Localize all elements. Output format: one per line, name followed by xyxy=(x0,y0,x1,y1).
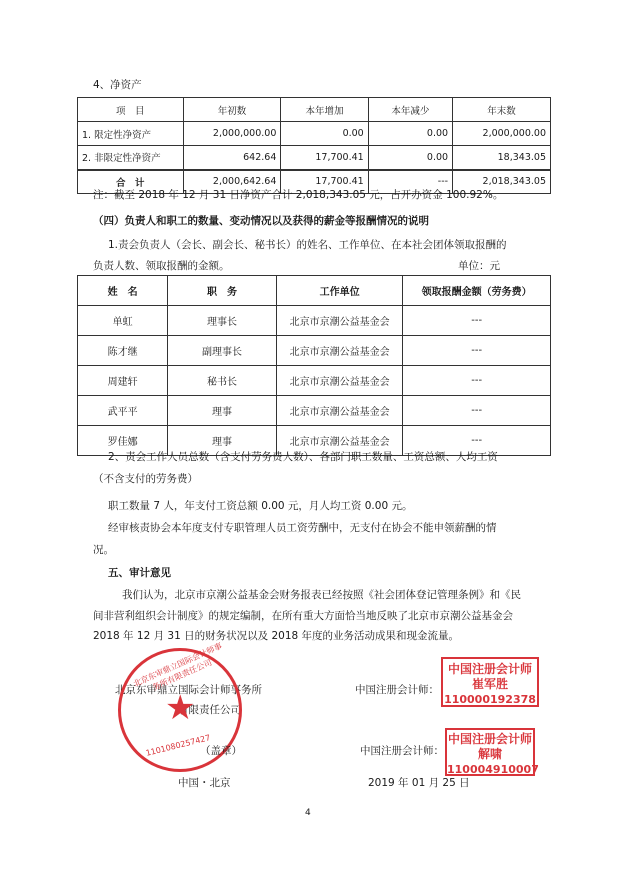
table-cell: --- xyxy=(403,306,551,336)
cpa-stamp xyxy=(441,657,539,707)
unit-label: 单位：元 xyxy=(458,260,500,272)
table-cell: 2. 非限定性净资产 xyxy=(78,146,184,170)
column-header: 工作单位 xyxy=(276,276,403,306)
table-row xyxy=(78,306,551,336)
column-header: 本年增加 xyxy=(281,98,368,122)
table-cell: 周建轩 xyxy=(78,366,168,396)
table-cell: 理事 xyxy=(168,426,277,456)
cpa-label: 中国注册会计师： xyxy=(360,745,444,757)
table-cell: 0.00 xyxy=(368,122,452,146)
table-cell: 北京市京潮公益基金会 xyxy=(276,426,403,456)
table-cell: 17,700.41 xyxy=(281,170,368,194)
seal-label: （盖章） xyxy=(200,745,242,757)
table-cell: 18,343.05 xyxy=(453,146,551,170)
column-header: 姓 名 xyxy=(78,276,168,306)
paragraph: 职工数量 7 人，年支付工资总额 0.00 元，月人均工资 0.00 元。 xyxy=(108,500,413,512)
net-assets-heading: 4、净资产 xyxy=(93,79,142,91)
paragraph: （不含支付的劳务费） xyxy=(93,473,198,485)
table-cell: --- xyxy=(403,426,551,456)
page-number: 4 xyxy=(305,808,311,818)
seal-number: 1101080257427 xyxy=(144,733,212,758)
table-cell: 陈才继 xyxy=(78,336,168,366)
net-assets-table xyxy=(77,97,551,194)
table-cell: 副理事长 xyxy=(168,336,277,366)
leaders-table xyxy=(77,275,551,456)
table-cell: --- xyxy=(368,170,452,194)
table-row xyxy=(78,366,551,396)
paragraph: 2、责会工作人员总数（含支付劳务费人数）、各部门职工数量、工资总额、人均工资 xyxy=(108,451,498,463)
stamp-title: 中国注册会计师 xyxy=(447,662,532,676)
cpa-stamp xyxy=(445,728,539,776)
table-cell: 2,000,642.64 xyxy=(183,170,281,194)
table-cell: 1. 限定性净资产 xyxy=(78,122,184,146)
column-header: 项 目 xyxy=(78,98,184,122)
table-cell: 理事 xyxy=(168,396,277,426)
table-cell: 0.00 xyxy=(368,146,452,170)
paragraph: 经审核责协会本年度支付专职管理人员工资劳酬中，无支付在协会不能申领薪酬的情 xyxy=(108,522,497,534)
paragraph: 间非营利组织会计制度》的规定编制，在所有重大方面恰当地反映了北京市京潮公益基金会 xyxy=(93,610,513,622)
place: 中国・北京 xyxy=(178,777,231,789)
paragraph: 我们认为，北京市京潮公益基金会财务报表已经按照《社会团体登记管理条例》和《民 xyxy=(122,589,521,601)
stamp-number: 110000192378 xyxy=(444,693,536,706)
table-cell: --- xyxy=(403,336,551,366)
table-row xyxy=(78,146,551,170)
seal-ring-text: 北京东审鼎立国际会计师事务所有限责任公司 xyxy=(132,641,224,693)
audit-heading: 五、审计意见 xyxy=(108,567,171,579)
table-row xyxy=(78,396,551,426)
column-header: 年末数 xyxy=(453,98,551,122)
stamp-number: 110004910007 xyxy=(447,763,539,776)
firm-name-line2: 有限责任公司 xyxy=(178,704,241,716)
table-cell: 2,000,000.00 xyxy=(453,122,551,146)
table-cell: 单虹 xyxy=(78,306,168,336)
column-header: 年初数 xyxy=(183,98,281,122)
table-cell: 秘书长 xyxy=(168,366,277,396)
net-assets-note: 注：截至 2018 年 12 月 31 日净资产合计 2,018,343.05 元，占开办资金 100.92%。 xyxy=(93,189,504,201)
table-row xyxy=(78,122,551,146)
table-cell: 北京市京潮公益基金会 xyxy=(276,336,403,366)
section4-heading: （四）负责人和职工的数量、变动情况以及获得的薪金等报酬情况的说明 xyxy=(93,215,429,227)
table-cell: 武平平 xyxy=(78,396,168,426)
table-header-row xyxy=(78,98,551,122)
cpa-label: 中国注册会计师： xyxy=(355,684,439,696)
stamp-name: 解啸 xyxy=(477,747,502,761)
table-cell: 17,700.41 xyxy=(281,146,368,170)
table-cell: 合 计 xyxy=(78,170,184,194)
column-header: 职 务 xyxy=(168,276,277,306)
table-cell: 2,018,343.05 xyxy=(453,170,551,194)
firm-name: 北京东审鼎立国际会计师事务所 xyxy=(115,684,262,696)
report-date: 2019 年 01 月 25 日 xyxy=(368,777,470,789)
paragraph: 负责人数、领取报酬的金额。 xyxy=(93,260,230,272)
table-cell: 北京市京潮公益基金会 xyxy=(276,306,403,336)
table-cell: --- xyxy=(403,396,551,426)
table-cell: 2,000,000.00 xyxy=(183,122,281,146)
column-header: 领取报酬金额（劳务费） xyxy=(403,276,551,306)
table-row xyxy=(78,336,551,366)
stamp-title: 中国注册会计师 xyxy=(447,732,532,746)
table-cell: --- xyxy=(403,366,551,396)
table-cell: 理事长 xyxy=(168,306,277,336)
table-header-row xyxy=(78,276,551,306)
stamp-name: 崔军胜 xyxy=(471,677,508,691)
paragraph: 况。 xyxy=(93,544,114,556)
star-icon: ★ xyxy=(165,688,196,728)
table-cell: 642.64 xyxy=(183,146,281,170)
table-cell: 北京市京潮公益基金会 xyxy=(276,366,403,396)
table-cell: 北京市京潮公益基金会 xyxy=(276,396,403,426)
paragraph: 2018 年 12 月 31 日的财务状况以及 2018 年度的业务活动成果和现金流量。 xyxy=(93,630,460,642)
paragraph: 1.责会负责人（会长、副会长、秘书长）的姓名、工作单位、在本社会团体领取报酬的 xyxy=(108,239,507,251)
column-header: 本年减少 xyxy=(368,98,452,122)
table-cell: 罗佳娜 xyxy=(78,426,168,456)
table-cell: 0.00 xyxy=(281,122,368,146)
